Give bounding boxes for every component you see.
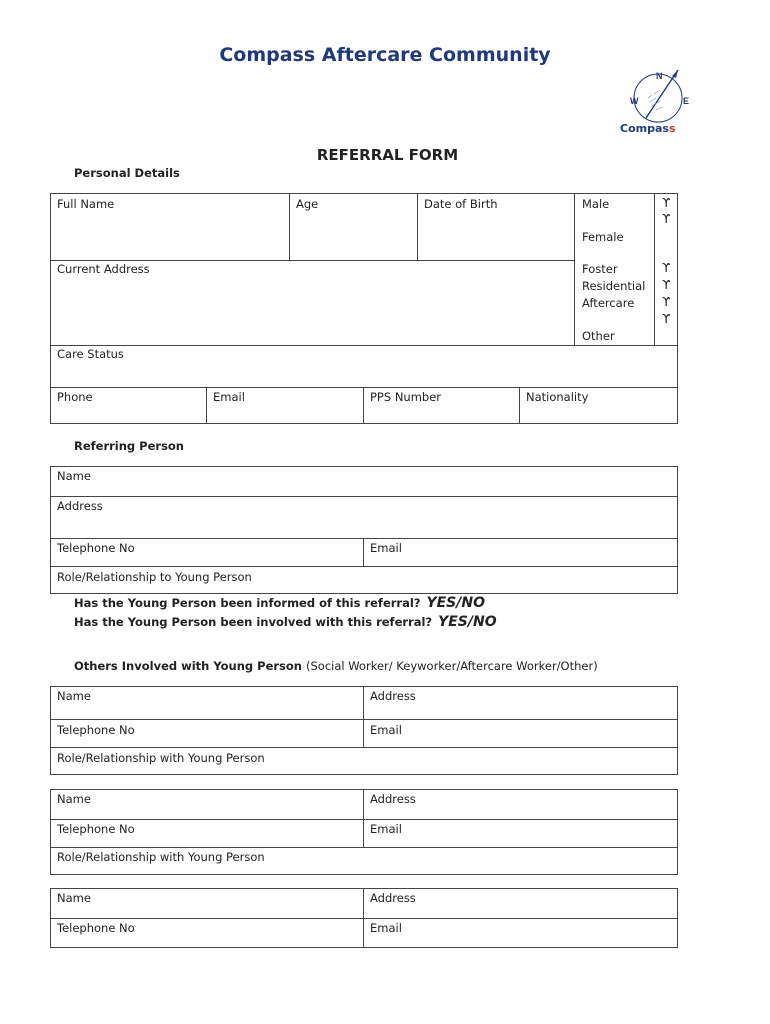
female-checkbox[interactable]: ϒ <box>662 212 671 226</box>
other-2-name-field[interactable]: Name <box>57 792 91 806</box>
female-option-label: Female <box>582 230 624 244</box>
involved-question <box>74 614 497 630</box>
age-field[interactable]: Age <box>296 197 319 211</box>
col-divider <box>363 686 364 747</box>
referring-person-heading: Referring Person <box>74 439 184 453</box>
full-name-field[interactable]: Full Name <box>57 197 115 211</box>
male-option-label: Male <box>582 197 610 211</box>
current-address-field[interactable]: Current Address <box>57 262 150 276</box>
col-divider <box>363 789 364 847</box>
row-divider <box>50 496 678 497</box>
residential-option-label: Residential <box>582 279 646 293</box>
col-divider <box>654 193 655 345</box>
other-2-telephone-field[interactable]: Telephone No <box>57 822 135 836</box>
foster-checkbox[interactable]: ϒ <box>662 261 671 275</box>
other-1-email-field[interactable]: Email <box>370 723 402 737</box>
other-1-name-field[interactable]: Name <box>57 689 91 703</box>
others-heading-note: (Social Worker/ Keyworker/Aftercare Worker/Other) <box>306 659 598 673</box>
row-divider <box>50 918 678 919</box>
referrer-name-field[interactable]: Name <box>57 469 91 483</box>
row-divider <box>50 819 678 820</box>
involved-question-text: Has the Young Person been involved with this referral? <box>74 615 433 629</box>
other-3-email-field[interactable]: Email <box>370 921 402 935</box>
other-2-address-field[interactable]: Address <box>370 792 416 806</box>
logo-letter-e: E <box>683 96 690 106</box>
others-heading-text: Others Involved with Young Person <box>74 659 302 673</box>
col-divider <box>363 538 364 566</box>
nationality-field[interactable]: Nationality <box>526 390 589 404</box>
other-1-role-field[interactable]: Role/Relationship with Young Person <box>57 751 265 765</box>
other-1-telephone-field[interactable]: Telephone No <box>57 723 135 737</box>
informed-question-text: Has the Young Person been informed of this referral? <box>74 596 421 610</box>
col-divider <box>363 888 364 948</box>
form-title: REFERRAL FORM <box>316 146 459 164</box>
row-divider <box>50 260 575 261</box>
informed-answer[interactable]: YES/NO <box>426 595 485 611</box>
col-divider <box>363 387 364 424</box>
referrer-email-field[interactable]: Email <box>370 541 402 555</box>
row-divider <box>50 387 678 388</box>
personal-details-heading: Personal Details <box>74 166 180 180</box>
involved-answer[interactable]: YES/NO <box>438 614 497 630</box>
other-3-address-field[interactable]: Address <box>370 891 416 905</box>
col-divider <box>519 387 520 424</box>
logo-wordmark: Compass <box>620 122 676 135</box>
col-divider <box>417 193 418 260</box>
row-divider <box>50 719 678 720</box>
other-checkbox[interactable]: ϒ <box>662 312 671 326</box>
aftercare-checkbox[interactable]: ϒ <box>662 295 671 309</box>
male-checkbox[interactable]: ϒ <box>662 196 671 210</box>
informed-question <box>74 595 485 611</box>
row-divider <box>50 747 678 748</box>
col-divider <box>206 387 207 424</box>
row-divider <box>50 538 678 539</box>
col-divider <box>289 193 290 260</box>
compass-logo <box>612 66 694 138</box>
email-field[interactable]: Email <box>213 390 245 404</box>
phone-field[interactable]: Phone <box>57 390 93 404</box>
row-divider <box>50 847 678 848</box>
other-3-name-field[interactable]: Name <box>57 891 91 905</box>
col-divider <box>574 193 575 345</box>
date-of-birth-field[interactable]: Date of Birth <box>424 197 498 211</box>
other-1-address-field[interactable]: Address <box>370 689 416 703</box>
row-divider <box>50 566 678 567</box>
other-2-role-field[interactable]: Role/Relationship with Young Person <box>57 850 265 864</box>
pps-number-field[interactable]: PPS Number <box>370 390 442 404</box>
referrer-role-field[interactable]: Role/Relationship to Young Person <box>57 570 252 584</box>
aftercare-option-label: Aftercare <box>582 296 635 310</box>
logo-letter-n: N <box>656 71 663 81</box>
care-status-field[interactable]: Care Status <box>57 347 124 361</box>
referrer-telephone-field[interactable]: Telephone No <box>57 541 135 555</box>
others-involved-heading <box>74 659 598 673</box>
other-3-telephone-field[interactable]: Telephone No <box>57 921 135 935</box>
referrer-address-field[interactable]: Address <box>57 499 103 513</box>
foster-option-label: Foster <box>582 262 618 276</box>
other-2-email-field[interactable]: Email <box>370 822 402 836</box>
row-divider <box>50 345 678 346</box>
organization-title: Compass Aftercare Community <box>219 44 551 66</box>
logo-letter-w: W <box>630 96 639 106</box>
residential-checkbox[interactable]: ϒ <box>662 278 671 292</box>
other-option-label: Other <box>582 329 615 343</box>
